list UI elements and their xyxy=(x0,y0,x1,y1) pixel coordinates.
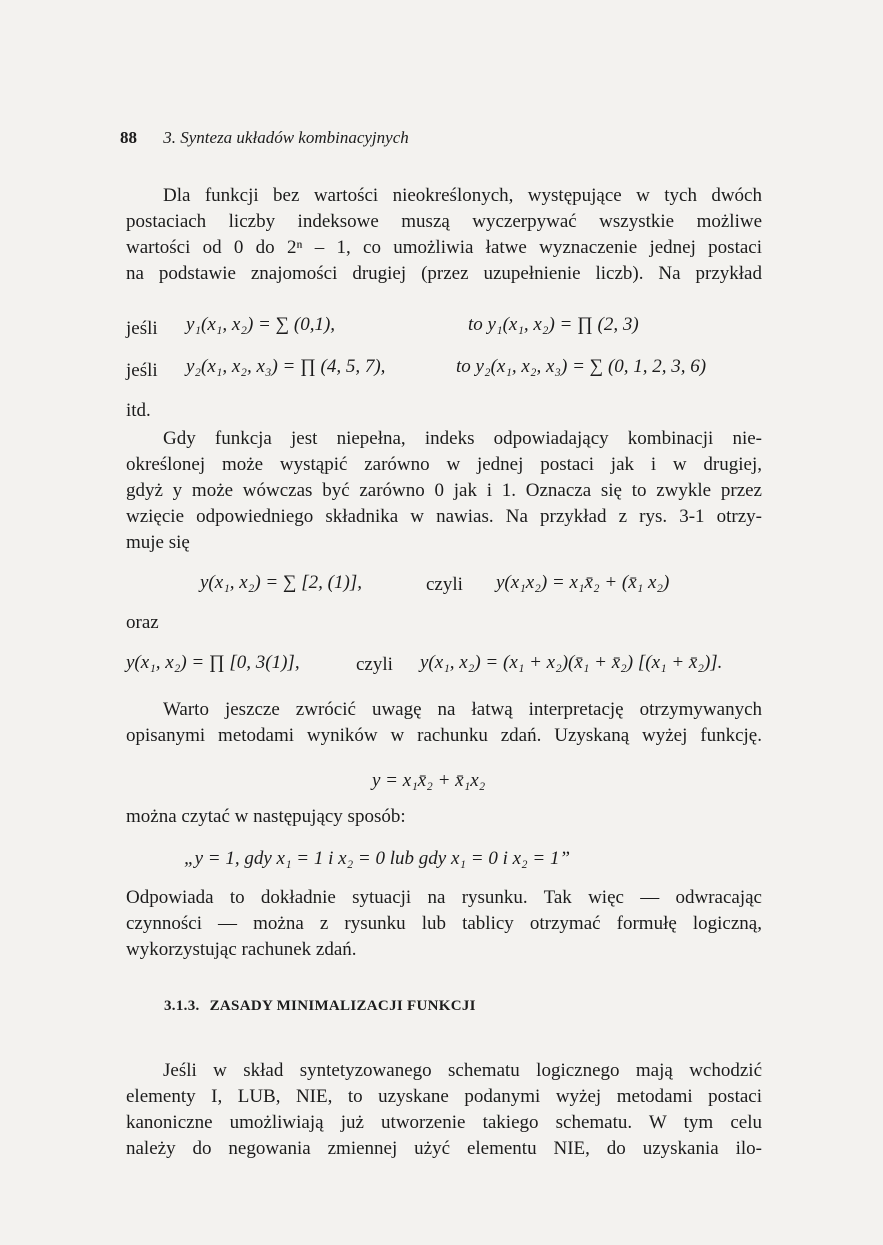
text-line: muje się xyxy=(126,532,190,553)
equation-4-lhs: y(x₁, x₂) = ∏ [0, 3(1)], xyxy=(126,652,300,673)
paragraph-4 xyxy=(126,885,762,963)
example-2-lhs: y₂(x₁, x₂, x₃) = ∏ (4, 5, 7), xyxy=(186,356,386,377)
equation-4-rhs: y(x₁, x₂) = (x₁ + x₂)(x̄₁ + x̄₂) [(x₁ + x̄₂)]. xyxy=(420,652,723,673)
text-line: kanoniczne umożliwiają już utworzenie takiego schematu. W tym celu xyxy=(126,1112,762,1133)
equation-3-rhs: y(x₁x₂) = x₁x̄₂ + (x̄₁ x₂) xyxy=(496,572,670,593)
equation-4-word: czyli xyxy=(356,654,393,675)
example-1-label: jeśli xyxy=(126,318,158,339)
section-title: ZASADY MINIMALIZACJI FUNKCJI xyxy=(209,998,476,1014)
text-line: Dla funkcji bez wartości nieokreślonych, występujące w tych dwóch xyxy=(163,185,762,206)
section-number: 3.1.3. xyxy=(164,998,200,1014)
text-line: Odpowiada to dokładnie sytuacji na rysunku. Tak więc — odwracając xyxy=(126,887,762,908)
text-line: Jeśli w skład syntetyzowanego schematu logicznego mają wchodzić xyxy=(163,1060,762,1081)
text-line: Warto jeszcze zwrócić uwagę na łatwą interpretację otrzymywanych xyxy=(163,699,762,720)
running-title: 3. Synteza układów kombinacyjnych xyxy=(163,128,409,147)
running-header xyxy=(120,128,409,148)
text-line: wartości od 0 do 2ⁿ – 1, co umożliwia łatwe wyznaczenie jednej postaci xyxy=(126,237,762,258)
text-line: określonej może wystąpić zarówno w jednej postaci jak i w drugiej, xyxy=(126,454,762,475)
text-line: czynności — można z rysunku lub tablicy otrzymać formułę logiczną, xyxy=(126,913,762,934)
example-2-label: jeśli xyxy=(126,360,158,381)
quoted-statement: „y = 1, gdy x₁ = 1 i x₂ = 0 lub gdy x₁ = 0 i x₂ = 1” xyxy=(184,848,571,869)
example-1-lhs: y₁(x₁, x₂) = ∑ (0,1), xyxy=(186,314,336,335)
page-number: 88 xyxy=(120,128,137,147)
equation-3-lhs: y(x₁, x₂) = ∑ [2, (1)], xyxy=(200,572,362,593)
oraz-text: oraz xyxy=(126,612,159,633)
example-1-rhs: to y₁(x₁, x₂) = ∏ (2, 3) xyxy=(468,314,639,335)
text-line: elementy I, LUB, NIE, to uzyskane podanymi wyżej metodami postaci xyxy=(126,1086,762,1107)
equation-5: y = x₁x̄₂ + x̄₁x₂ xyxy=(372,770,486,791)
mozna-text: można czytać w następujący sposób: xyxy=(126,806,406,827)
paragraph-2 xyxy=(126,426,762,556)
text-line: opisanymi metodami wyników w rachunku zdań. Uzyskaną wyżej funkcję. xyxy=(126,725,762,746)
text-line: należy do negowania zmiennej użyć elementu NIE, do uzyskania ilo- xyxy=(126,1138,762,1159)
paragraph-3 xyxy=(126,697,762,749)
text-line: Gdy funkcja jest niepełna, indeks odpowiadający kombinacji nie- xyxy=(163,428,762,449)
text-line: gdyż y może wówczas być zarówno 0 jak i 1. Oznacza się to zwykle przez xyxy=(126,480,762,501)
example-2-rhs: to y₂(x₁, x₂, x₃) = ∑ (0, 1, 2, 3, 6) xyxy=(456,356,707,377)
section-heading xyxy=(164,998,476,1015)
itd-text: itd. xyxy=(126,400,151,421)
text-line: na podstawie znajomości drugiej (przez uzupełnienie liczb). Na przykład xyxy=(126,263,762,284)
paragraph-1 xyxy=(126,183,762,287)
equation-3-word: czyli xyxy=(426,574,463,595)
text-line: wzięcie odpowiedniego składnika w nawias. Na przykład z rys. 3-1 otrzy- xyxy=(126,506,762,527)
text-line: postaciach liczby indeksowe muszą wyczerpywać wszystkie możliwe xyxy=(126,211,762,232)
text-line: wykorzystując rachunek zdań. xyxy=(126,939,357,960)
paragraph-5 xyxy=(126,1058,762,1162)
